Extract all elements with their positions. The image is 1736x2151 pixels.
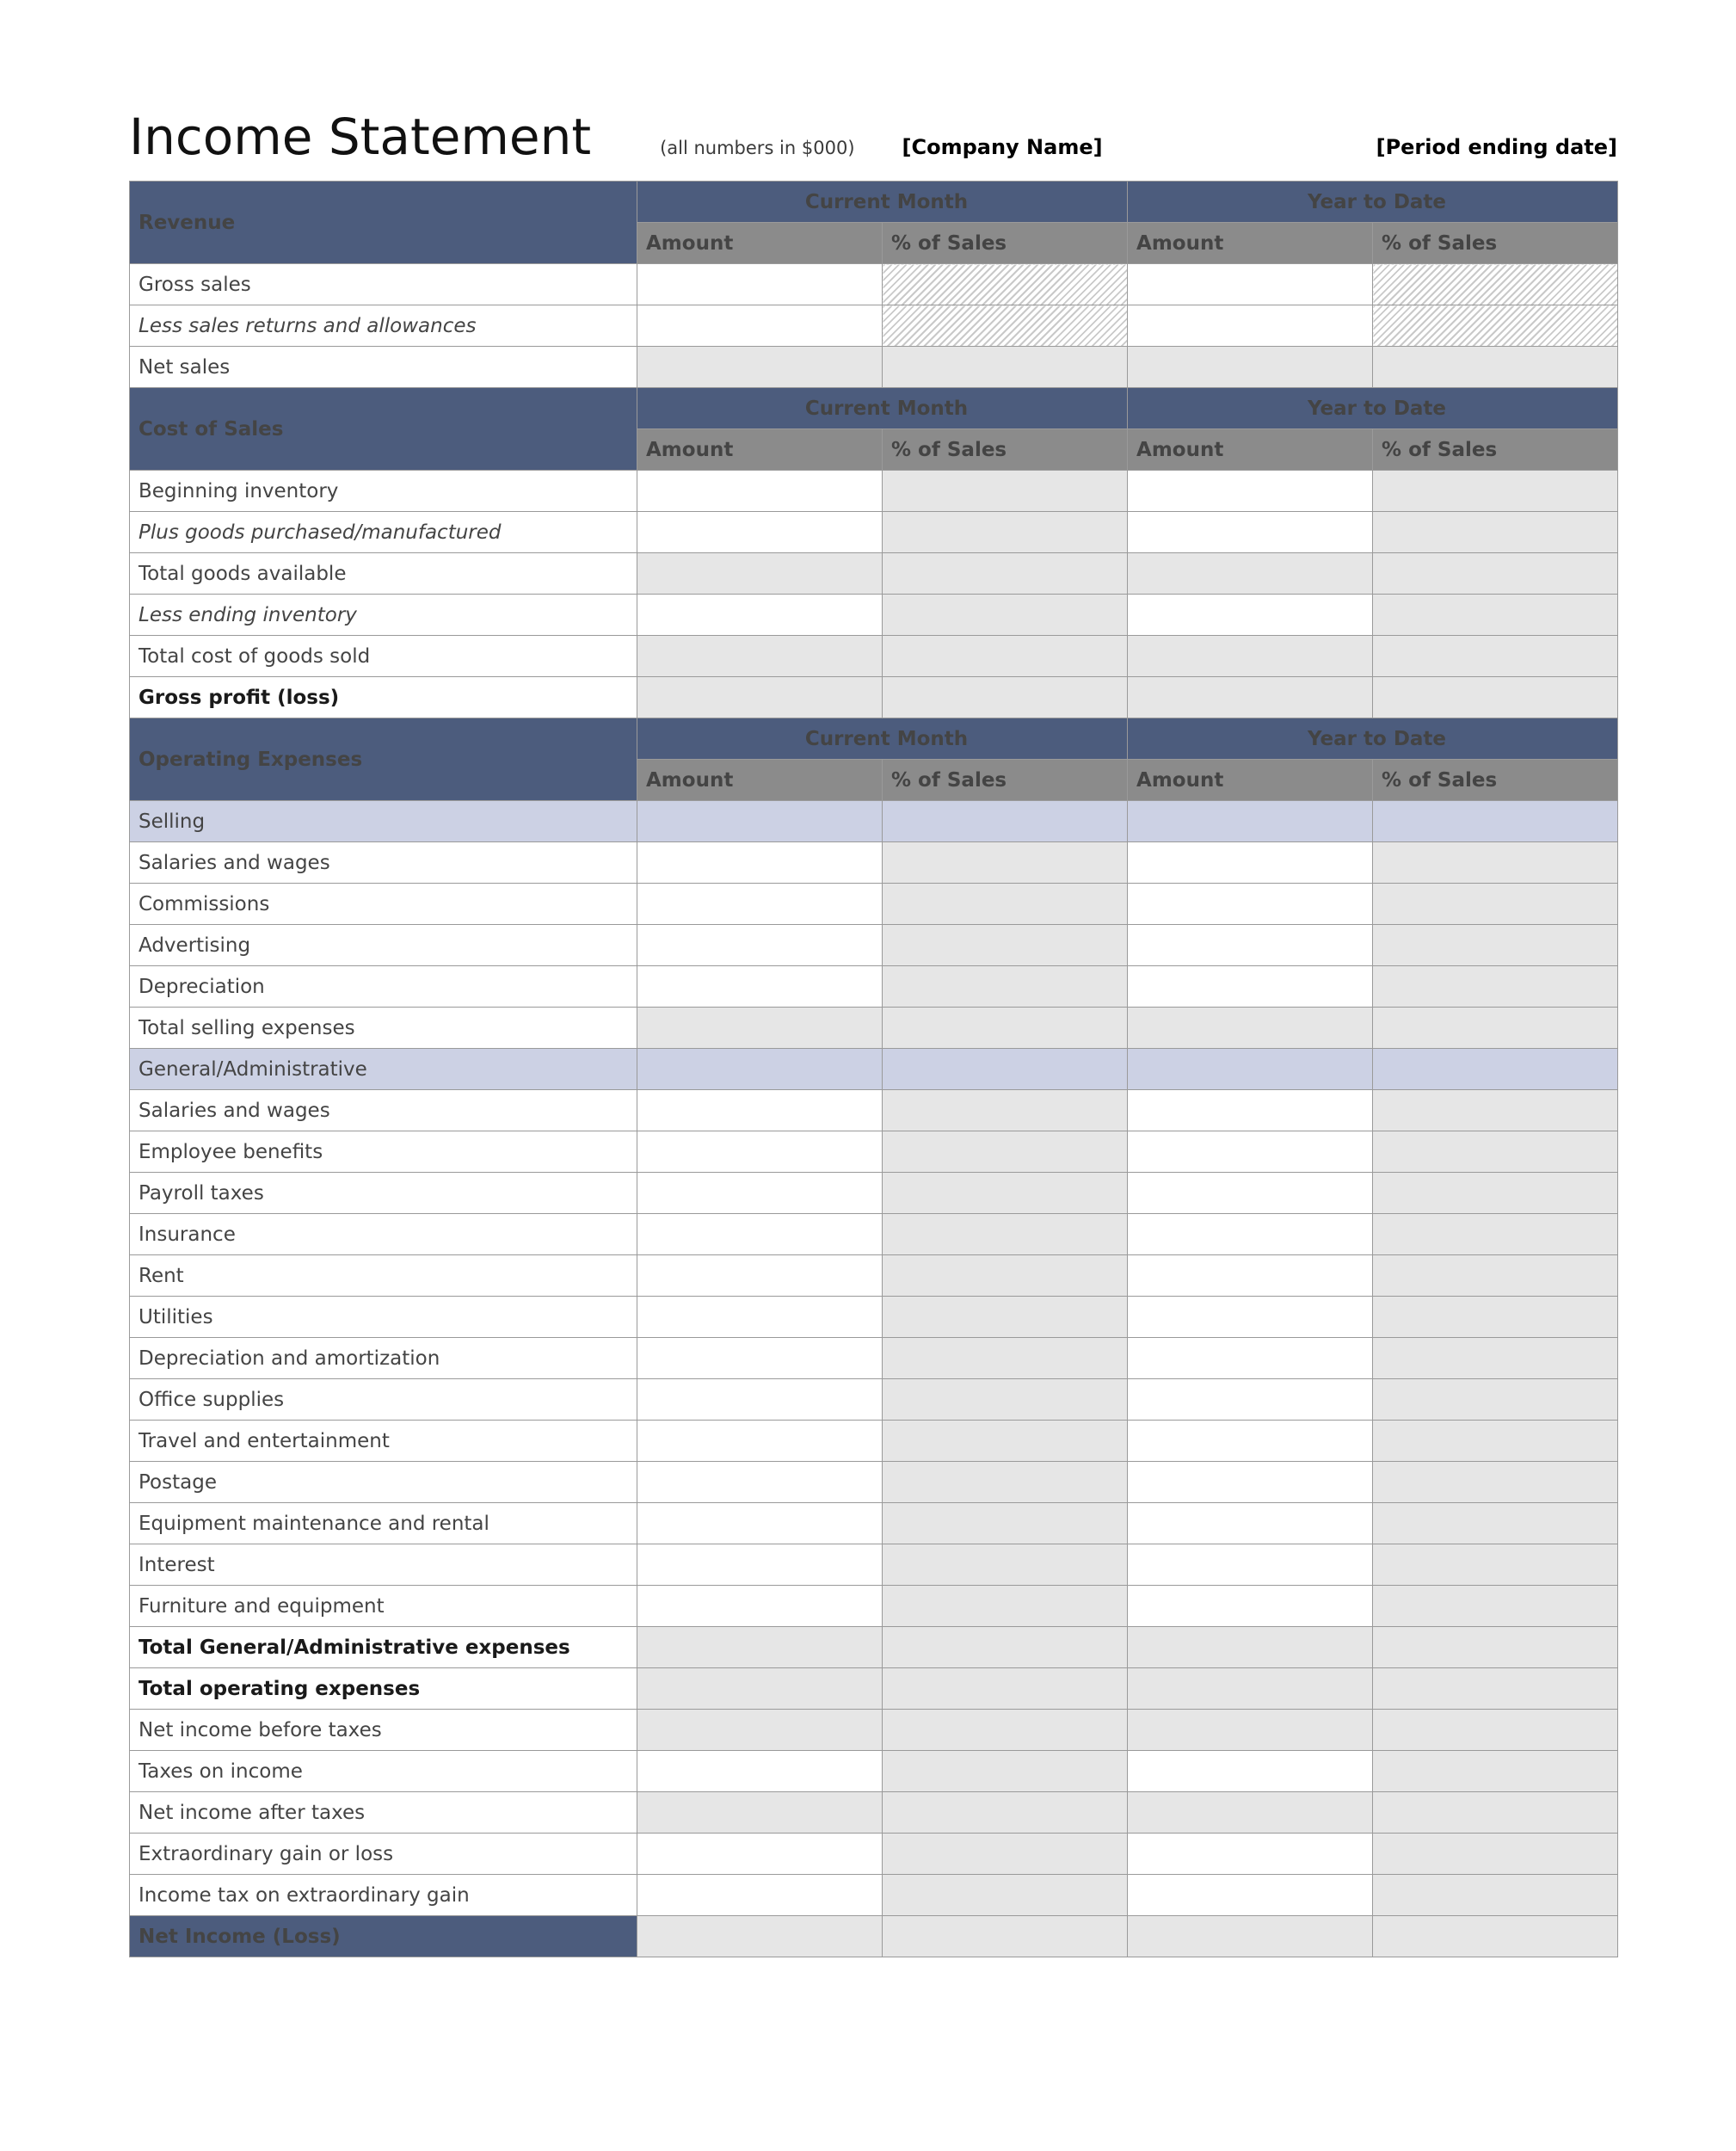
row-label-net-income: Net Income (Loss) [130, 1916, 637, 1957]
row-label: Depreciation [130, 966, 637, 1008]
table-row [130, 1297, 1618, 1338]
row-label: Total General/Administrative expenses [130, 1627, 637, 1668]
computed-cell-cm-pct [883, 1131, 1128, 1173]
table-row [130, 677, 1618, 718]
computed-cell-ytd-pct [1373, 636, 1618, 677]
document-header [129, 108, 1617, 166]
blocked-cell-cm-pct [883, 305, 1128, 347]
computed-cell-cm-pct [883, 1710, 1128, 1751]
computed-cell-ytd-amount [1128, 347, 1373, 388]
input-cell-cm-amount[interactable] [637, 1090, 883, 1131]
table-row [130, 1834, 1618, 1875]
input-cell-cm-amount[interactable] [637, 925, 883, 966]
table-row [130, 264, 1618, 305]
input-cell-cm-amount[interactable] [637, 1297, 883, 1338]
row-label: Rent [130, 1255, 637, 1297]
computed-cell-ytd-amount [1128, 1627, 1373, 1668]
input-cell-ytd-amount[interactable] [1128, 1421, 1373, 1462]
table-row [130, 595, 1618, 636]
row-label: Gross profit (loss) [130, 677, 637, 718]
computed-cell-cm-amount [637, 1710, 883, 1751]
subheader-ytd-pct: % of Sales [1373, 223, 1618, 264]
table-row [130, 1379, 1618, 1421]
computed-cell-cm-pct [883, 471, 1128, 512]
group-fill [1373, 801, 1618, 842]
table-row [130, 1668, 1618, 1710]
input-cell-cm-amount[interactable] [637, 1131, 883, 1173]
computed-cell-cm-amount [637, 553, 883, 595]
subheader-ytd-pct: % of Sales [1373, 429, 1618, 471]
computed-cell-cm-pct [883, 1297, 1128, 1338]
group-fill [883, 801, 1128, 842]
period-header-year-to-date: Year to Date [1128, 718, 1618, 760]
blocked-cell-cm-pct [883, 264, 1128, 305]
computed-cell-cm-pct [883, 1544, 1128, 1586]
computed-cell-ytd-pct [1373, 1710, 1618, 1751]
row-label: Equipment maintenance and rental [130, 1503, 637, 1544]
input-cell-ytd-amount[interactable] [1128, 305, 1373, 347]
computed-cell-cm-pct [883, 1421, 1128, 1462]
input-cell-cm-amount[interactable] [637, 842, 883, 884]
computed-cell-ytd-pct [1373, 471, 1618, 512]
group-header-row [130, 1049, 1618, 1090]
row-label: Payroll taxes [130, 1173, 637, 1214]
table-row [130, 636, 1618, 677]
row-label: Less ending inventory [130, 595, 637, 636]
computed-cell-ytd-pct [1373, 1627, 1618, 1668]
table-row [130, 1586, 1618, 1627]
computed-cell-ytd-pct [1373, 347, 1618, 388]
table-row [130, 966, 1618, 1008]
computed-cell-cm-pct [883, 1090, 1128, 1131]
table-row [130, 1792, 1618, 1834]
computed-cell-ytd-pct [1373, 884, 1618, 925]
computed-cell-ytd-pct [1373, 1792, 1618, 1834]
table-row [130, 512, 1618, 553]
input-cell-ytd-amount[interactable] [1128, 1751, 1373, 1792]
input-cell-cm-amount[interactable] [637, 264, 883, 305]
table-row [130, 1710, 1618, 1751]
computed-cell-cm-amount [637, 1792, 883, 1834]
table-row [130, 1338, 1618, 1379]
net-income-row [130, 1916, 1618, 1957]
row-label: Salaries and wages [130, 1090, 637, 1131]
computed-cell-ytd-pct [1373, 925, 1618, 966]
input-cell-cm-amount[interactable] [637, 1214, 883, 1255]
units-note: (all numbers in $000) [660, 138, 855, 158]
input-cell-ytd-amount[interactable] [1128, 1297, 1373, 1338]
computed-cell-ytd-pct [1373, 1586, 1618, 1627]
computed-cell-cm-pct [883, 1627, 1128, 1668]
subheader-ytd-pct: % of Sales [1373, 760, 1618, 801]
input-cell-ytd-amount[interactable] [1128, 925, 1373, 966]
row-label: Total cost of goods sold [130, 636, 637, 677]
computed-cell-ytd-pct [1373, 1379, 1618, 1421]
computed-cell-cm-pct [883, 1255, 1128, 1297]
computed-cell-cm-pct [883, 512, 1128, 553]
income-statement-table [129, 181, 1618, 1957]
row-label: Taxes on income [130, 1751, 637, 1792]
period-header-current-month: Current Month [637, 388, 1128, 429]
computed-cell-cm-pct [883, 1792, 1128, 1834]
computed-cell-cm-pct [883, 1503, 1128, 1544]
company-name-field[interactable]: [Company Name] [902, 135, 1103, 159]
period-header-current-month: Current Month [637, 718, 1128, 760]
section-title-cost-of-sales: Cost of Sales [130, 388, 637, 471]
computed-cell-cm-amount [637, 636, 883, 677]
table-row [130, 1421, 1618, 1462]
table-row [130, 1131, 1618, 1173]
row-label: Less sales returns and allowances [130, 305, 637, 347]
row-label: Extraordinary gain or loss [130, 1834, 637, 1875]
row-label: Plus goods purchased/manufactured [130, 512, 637, 553]
computed-cell-cm-pct [883, 677, 1128, 718]
row-label: Depreciation and amortization [130, 1338, 637, 1379]
input-cell-cm-amount[interactable] [637, 1173, 883, 1214]
row-label: Commissions [130, 884, 637, 925]
subheader-cm-pct: % of Sales [883, 760, 1128, 801]
subheader-ytd-amount: Amount [1128, 429, 1373, 471]
input-cell-cm-amount[interactable] [637, 966, 883, 1008]
computed-cell-cm-pct [883, 1338, 1128, 1379]
computed-cell-ytd-pct [1373, 1297, 1618, 1338]
computed-cell-cm-pct [883, 925, 1128, 966]
computed-cell-ytd-pct [1373, 966, 1618, 1008]
row-label: Postage [130, 1462, 637, 1503]
computed-cell-ytd-pct [1373, 1751, 1618, 1792]
input-cell-cm-amount[interactable] [637, 1462, 883, 1503]
subheader-cm-amount: Amount [637, 760, 883, 801]
computed-cell-cm-pct [883, 1586, 1128, 1627]
computed-cell-cm-pct [883, 553, 1128, 595]
row-label: Total goods available [130, 553, 637, 595]
table-row [130, 1255, 1618, 1297]
table-row [130, 1875, 1618, 1916]
row-label: Utilities [130, 1297, 637, 1338]
input-cell-ytd-amount[interactable] [1128, 1090, 1373, 1131]
computed-cell-ytd-pct [1373, 1214, 1618, 1255]
computed-cell-ytd-pct [1373, 1916, 1618, 1957]
group-fill [1373, 1049, 1618, 1090]
table-row [130, 1090, 1618, 1131]
row-label: Beginning inventory [130, 471, 637, 512]
subheader-cm-amount: Amount [637, 429, 883, 471]
section-header-row [130, 182, 1618, 223]
computed-cell-cm-amount [637, 1916, 883, 1957]
input-cell-cm-amount[interactable] [637, 512, 883, 553]
row-label: Gross sales [130, 264, 637, 305]
input-cell-cm-amount[interactable] [637, 1379, 883, 1421]
row-label: Total operating expenses [130, 1668, 637, 1710]
input-cell-ytd-amount[interactable] [1128, 1379, 1373, 1421]
group-fill [1128, 801, 1373, 842]
computed-cell-cm-amount [637, 1668, 883, 1710]
group-fill [637, 1049, 883, 1090]
computed-cell-ytd-pct [1373, 1131, 1618, 1173]
blocked-cell-ytd-pct [1373, 264, 1618, 305]
input-cell-ytd-amount[interactable] [1128, 264, 1373, 305]
row-label: Travel and entertainment [130, 1421, 637, 1462]
period-header-year-to-date: Year to Date [1128, 182, 1618, 223]
table-row [130, 1627, 1618, 1668]
input-cell-cm-amount[interactable] [637, 471, 883, 512]
computed-cell-ytd-pct [1373, 595, 1618, 636]
page-title: Income Statement [129, 108, 592, 166]
computed-cell-ytd-pct [1373, 1834, 1618, 1875]
input-cell-cm-amount[interactable] [637, 1338, 883, 1379]
computed-cell-ytd-amount [1128, 1008, 1373, 1049]
computed-cell-ytd-amount [1128, 1916, 1373, 1957]
input-cell-ytd-amount[interactable] [1128, 1214, 1373, 1255]
input-cell-ytd-amount[interactable] [1128, 884, 1373, 925]
period-header-current-month: Current Month [637, 182, 1128, 223]
input-cell-cm-amount[interactable] [637, 1544, 883, 1586]
computed-cell-ytd-pct [1373, 677, 1618, 718]
computed-cell-ytd-pct [1373, 1462, 1618, 1503]
computed-cell-cm-pct [883, 1462, 1128, 1503]
table-row [130, 347, 1618, 388]
table-row [130, 884, 1618, 925]
subheader-cm-pct: % of Sales [883, 429, 1128, 471]
table-row [130, 553, 1618, 595]
computed-cell-ytd-pct [1373, 1008, 1618, 1049]
subheader-ytd-amount: Amount [1128, 223, 1373, 264]
computed-cell-ytd-pct [1373, 512, 1618, 553]
subheader-cm-amount: Amount [637, 223, 883, 264]
row-label: Office supplies [130, 1379, 637, 1421]
computed-cell-cm-pct [883, 1214, 1128, 1255]
computed-cell-ytd-amount [1128, 1668, 1373, 1710]
input-cell-ytd-amount[interactable] [1128, 1338, 1373, 1379]
row-label: Insurance [130, 1214, 637, 1255]
row-label: Total selling expenses [130, 1008, 637, 1049]
computed-cell-ytd-pct [1373, 1668, 1618, 1710]
computed-cell-ytd-pct [1373, 1173, 1618, 1214]
row-label: Net income after taxes [130, 1792, 637, 1834]
table-row [130, 1503, 1618, 1544]
computed-cell-ytd-amount [1128, 1792, 1373, 1834]
computed-cell-ytd-pct [1373, 1544, 1618, 1586]
computed-cell-ytd-pct [1373, 553, 1618, 595]
period-header-year-to-date: Year to Date [1128, 388, 1618, 429]
input-cell-ytd-amount[interactable] [1128, 1173, 1373, 1214]
computed-cell-cm-amount [637, 677, 883, 718]
computed-cell-ytd-pct [1373, 1338, 1618, 1379]
computed-cell-ytd-amount [1128, 636, 1373, 677]
section-title-revenue: Revenue [130, 182, 637, 264]
input-cell-cm-amount[interactable] [637, 884, 883, 925]
section-header-row [130, 388, 1618, 429]
computed-cell-ytd-pct [1373, 1875, 1618, 1916]
section-header-row [130, 718, 1618, 760]
input-cell-ytd-amount[interactable] [1128, 966, 1373, 1008]
input-cell-cm-amount[interactable] [637, 1875, 883, 1916]
computed-cell-cm-pct [883, 884, 1128, 925]
input-cell-cm-amount[interactable] [637, 595, 883, 636]
input-cell-ytd-amount[interactable] [1128, 1255, 1373, 1297]
computed-cell-ytd-amount [1128, 1710, 1373, 1751]
input-cell-cm-amount[interactable] [637, 1421, 883, 1462]
computed-cell-cm-pct [883, 966, 1128, 1008]
group-fill [883, 1049, 1128, 1090]
computed-cell-cm-pct [883, 1008, 1128, 1049]
computed-cell-cm-pct [883, 636, 1128, 677]
row-label: Advertising [130, 925, 637, 966]
input-cell-ytd-amount[interactable] [1128, 1834, 1373, 1875]
input-cell-ytd-amount[interactable] [1128, 1503, 1373, 1544]
group-label-selling: Selling [130, 801, 637, 842]
group-fill [1128, 1049, 1373, 1090]
group-header-row [130, 801, 1618, 842]
row-label: Income tax on extraordinary gain [130, 1875, 637, 1916]
table-row [130, 305, 1618, 347]
row-label: Net sales [130, 347, 637, 388]
computed-cell-ytd-pct [1373, 1255, 1618, 1297]
computed-cell-cm-amount [637, 1008, 883, 1049]
blocked-cell-ytd-pct [1373, 305, 1618, 347]
period-ending-field[interactable]: [Period ending date] [1376, 135, 1617, 159]
row-label: Salaries and wages [130, 842, 637, 884]
subheader-cm-pct: % of Sales [883, 223, 1128, 264]
table-row [130, 1008, 1618, 1049]
group-label-general-administrative: General/Administrative [130, 1049, 637, 1090]
computed-cell-cm-pct [883, 1916, 1128, 1957]
table-row [130, 1173, 1618, 1214]
input-cell-cm-amount[interactable] [637, 1255, 883, 1297]
input-cell-ytd-amount[interactable] [1128, 1875, 1373, 1916]
computed-cell-cm-pct [883, 1751, 1128, 1792]
section-title-operating-expenses: Operating Expenses [130, 718, 637, 801]
input-cell-cm-amount[interactable] [637, 305, 883, 347]
table-row [130, 925, 1618, 966]
input-cell-ytd-amount[interactable] [1128, 1131, 1373, 1173]
row-label: Employee benefits [130, 1131, 637, 1173]
computed-cell-ytd-pct [1373, 1503, 1618, 1544]
input-cell-ytd-amount[interactable] [1128, 1586, 1373, 1627]
row-label: Furniture and equipment [130, 1586, 637, 1627]
computed-cell-ytd-pct [1373, 842, 1618, 884]
computed-cell-cm-pct [883, 1173, 1128, 1214]
computed-cell-cm-pct [883, 1875, 1128, 1916]
computed-cell-ytd-pct [1373, 1421, 1618, 1462]
input-cell-ytd-amount[interactable] [1128, 512, 1373, 553]
row-label: Net income before taxes [130, 1710, 637, 1751]
input-cell-ytd-amount[interactable] [1128, 842, 1373, 884]
computed-cell-cm-pct [883, 842, 1128, 884]
computed-cell-cm-pct [883, 1834, 1128, 1875]
subheader-ytd-amount: Amount [1128, 760, 1373, 801]
input-cell-ytd-amount[interactable] [1128, 471, 1373, 512]
computed-cell-ytd-amount [1128, 677, 1373, 718]
input-cell-cm-amount[interactable] [637, 1834, 883, 1875]
table-row [130, 1214, 1618, 1255]
input-cell-ytd-amount[interactable] [1128, 1462, 1373, 1503]
table-row [130, 842, 1618, 884]
table-row [130, 1751, 1618, 1792]
table-row [130, 471, 1618, 512]
computed-cell-cm-pct [883, 1668, 1128, 1710]
computed-cell-cm-pct [883, 595, 1128, 636]
computed-cell-cm-amount [637, 347, 883, 388]
computed-cell-cm-amount [637, 1627, 883, 1668]
row-label: Interest [130, 1544, 637, 1586]
input-cell-cm-amount[interactable] [637, 1586, 883, 1627]
input-cell-ytd-amount[interactable] [1128, 1544, 1373, 1586]
input-cell-ytd-amount[interactable] [1128, 595, 1373, 636]
computed-cell-cm-pct [883, 1379, 1128, 1421]
input-cell-cm-amount[interactable] [637, 1751, 883, 1792]
computed-cell-ytd-pct [1373, 1090, 1618, 1131]
group-fill [637, 801, 883, 842]
table-row [130, 1462, 1618, 1503]
computed-cell-ytd-amount [1128, 553, 1373, 595]
input-cell-cm-amount[interactable] [637, 1503, 883, 1544]
computed-cell-cm-pct [883, 347, 1128, 388]
table-row [130, 1544, 1618, 1586]
